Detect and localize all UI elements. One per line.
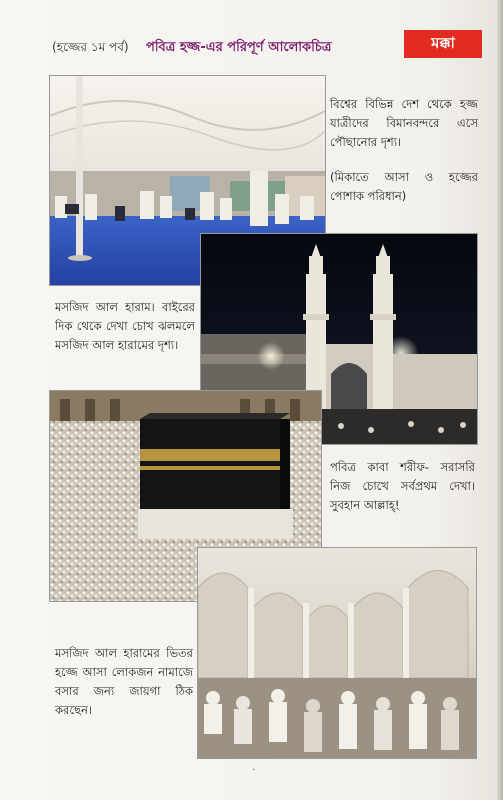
section-part-label: (হজ্জের ১ম পর্ব) <box>52 40 129 54</box>
page-edge <box>497 0 503 800</box>
page-header <box>48 30 488 62</box>
caption-airport: বিশ্বের বিভিন্ন দেশ থেকে হজ্জ যাত্রীদের বিমানবন্দরে এসে পৌছানোর দৃশ্য। <box>330 97 478 149</box>
page-mark: · <box>252 765 256 776</box>
caption-haram-inside: মসজিদ আল হারামের ভিতর হজ্জে আসা লোকজন নামাজে বসার জন্য জায়গা ঠিক করছেন। <box>55 646 193 717</box>
haram-inside-photo <box>197 547 477 759</box>
caption-airport-note: (মিকাতে আসা ও হজ্জের পোশাক পরিধান) <box>330 170 478 203</box>
caption-kaaba: পবিত্র কাবা শরীফ- সরাসরি নিজ চোখে সর্বপ্রথম দেখা। সুবহান আল্লাহ্! <box>330 460 475 512</box>
location-badge: মক্কা <box>404 30 482 58</box>
caption-haram-outside: মসজিদ আল হারাম। বাইরের দিক থেকে দেখা চোখ ঝলমলে মসজিদ আল হারামের দৃশ্য। <box>55 300 195 352</box>
page-title: পবিত্র হজ্জ-এর পরিপূর্ণ আলোকচিত্র <box>146 40 332 55</box>
